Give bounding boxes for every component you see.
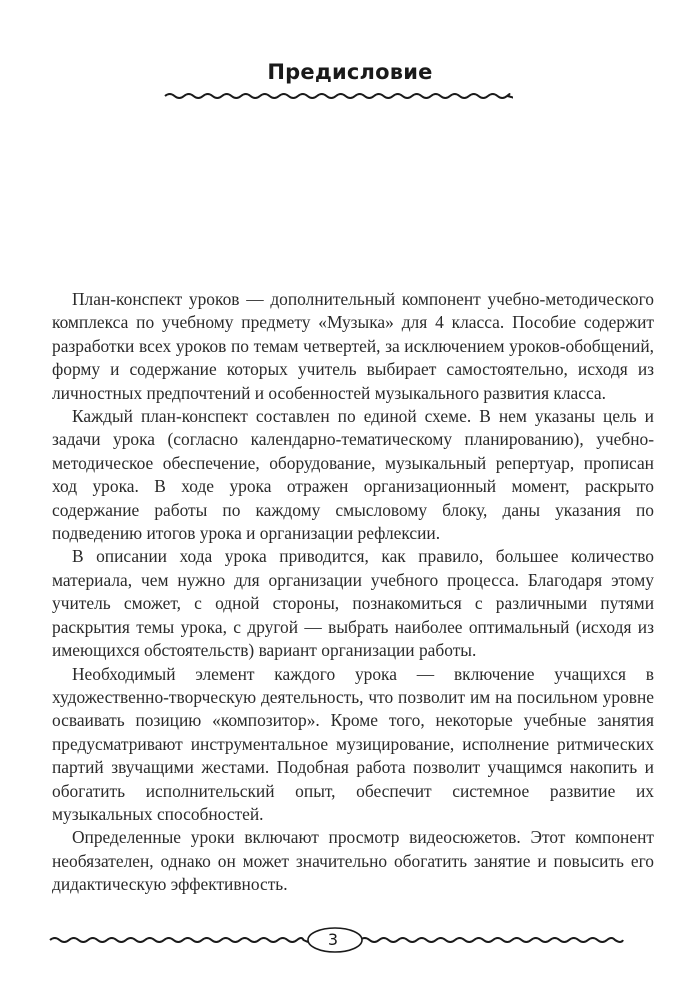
paragraph: В описании хода урока приводится, как правило, большее количество материала, чем нужно для организации учебного процесса. Благодаря этому учитель сможет, с одной стороны, познакомиться с различными путями раскрытия темы урока, с другой — выбрать наиболее оптимальный (исходя из имеющихся обстоятельств) вариант организации работы. (52, 546, 654, 661)
paragraph: Определенные уроки включают просмотр видеосюжетов. Этот компонент необязателен, однако он может значительно обогатить занятие и повысить его дидактическую эффективность. (52, 827, 654, 895)
preface-body (52, 288, 654, 897)
paragraph: План-конспект уроков — дополнительный компонент учебно-методического комплекса по учебному предмету «Музыка» для 4 класса. Пособие содержит разработки всех уроков по темам четвертей, за исключением уроков-обобщений, форму и содержание которых учитель выбирает самостоятельно, исходя из личностных предпочтений и особенностей музыкального развития класса. (52, 289, 654, 403)
title-wavy-line-icon (163, 88, 513, 104)
paragraph: Каждый план-конспект составлен по единой схеме. В нем указаны цель и задачи урока (согласно календарно-тематическому планированию), учебно-методическое обеспечение, оборудование, музыкальный репертуар, прописан ход урока. В ходе урока отражен организационный момент, раскрыто содержание работы по каждому смысловому блоку, даны указания по подведению итогов урока и организации рефлексии. (52, 406, 654, 544)
page-number: 3 (327, 930, 339, 949)
paragraph: Необходимый элемент каждого урока — включение учащихся в художественно-творческую деятельность, что позволит им на посильном уровне осваивать позицию «композитор». Кроме того, некоторые учебные занятия предусматривают инструментальное музицирование, исполнение ритмических партий звучащими жестами. Подобная работа позволит учащимся накопить и обогатить исполнительский опыт, обеспечит системное развитие их музыкальных способностей. (52, 663, 654, 824)
page-title: Предисловие (267, 60, 433, 84)
